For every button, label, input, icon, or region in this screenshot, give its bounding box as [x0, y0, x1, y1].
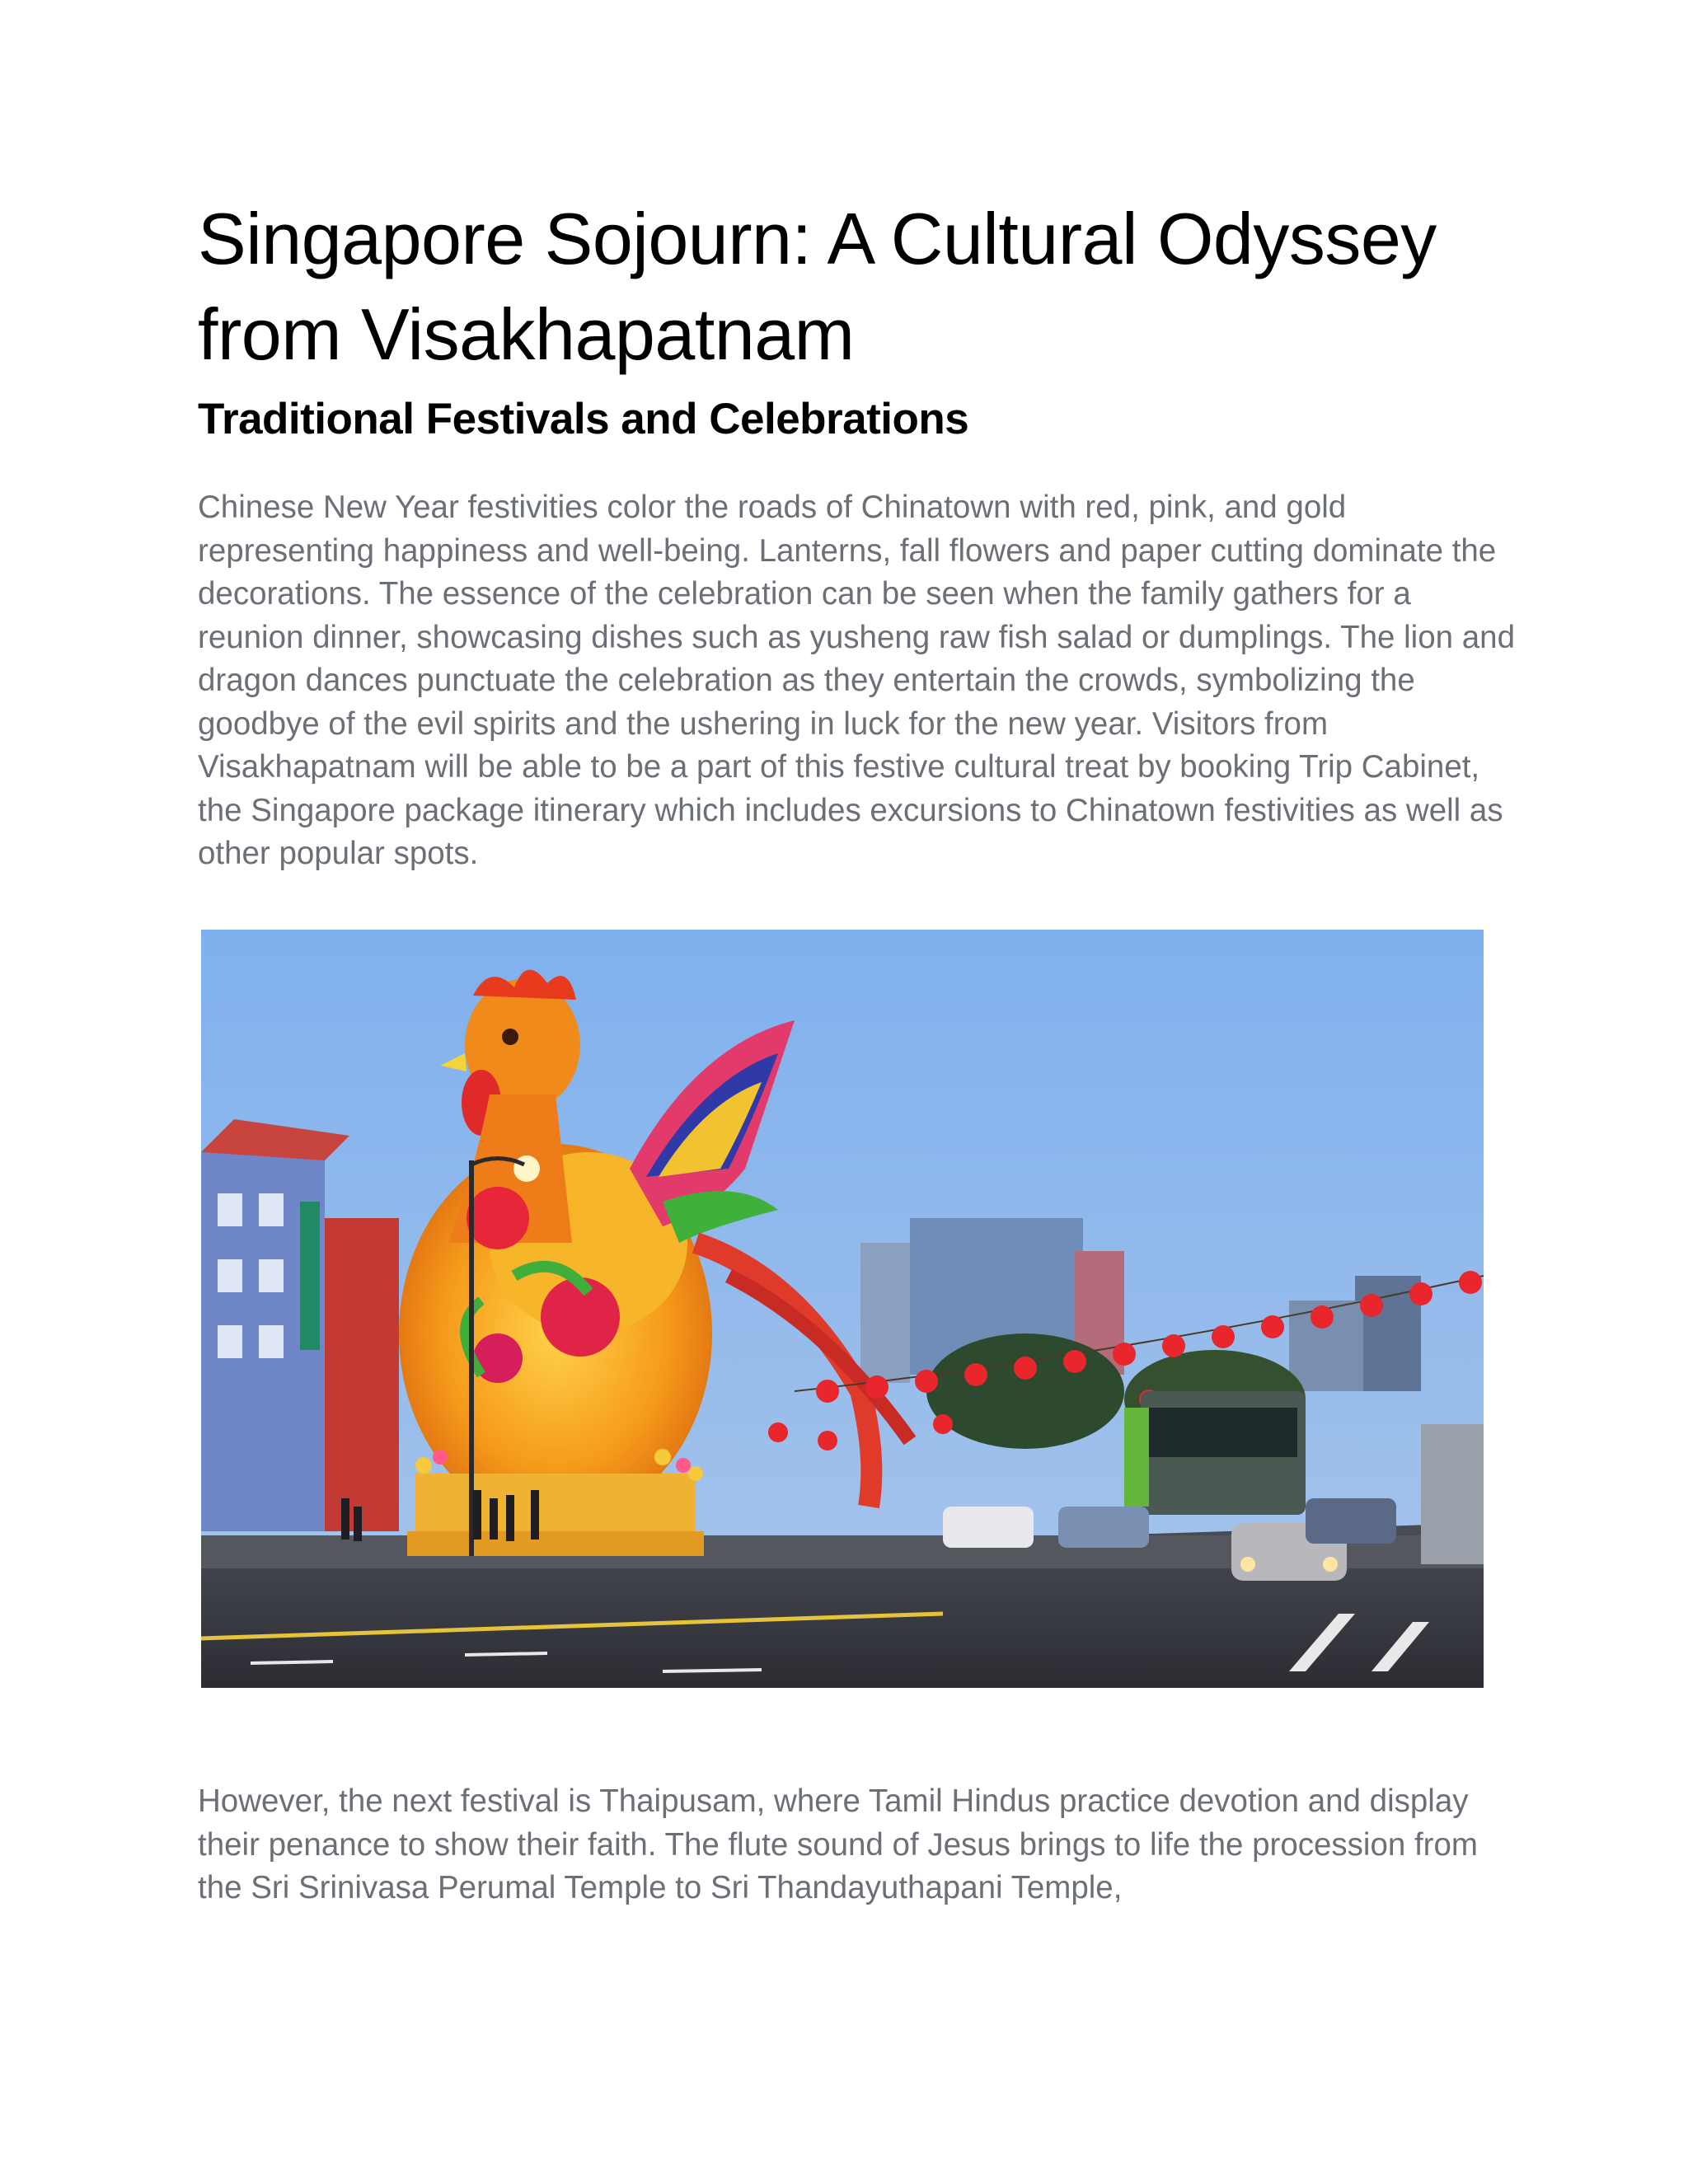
festival-photo [201, 930, 1484, 1688]
page-title: Singapore Sojourn: A Cultural Odyssey from Visakhapatnam [198, 198, 1437, 375]
festival-photo-icon [201, 930, 1484, 1688]
section-heading: Traditional Festivals and Celebrations [198, 395, 969, 443]
paragraph-thaipusam: However, the next festival is Thaipusam, where Tamil Hindus practice devotion and display their penance to show their faith. The flute sound of Jesus brings to life the procession from the Sri Srinivasa Perumal Temple to Sri Thandayuthapani Temple, [198, 1783, 1478, 1905]
paragraph-chinese-new-year: Chinese New Year festivities color the roads of Chinatown with red, pink, and gold representing happiness and well-being. Lanterns, fall flowers and paper cutting dominate the decorations. The essence of the celebration can be seen when the family gathers for a reunion dinner, showcasing dishes such as yusheng raw fish salad or dumplings. The lion and dragon dances punctuate the celebration as they entertain the crowds, symbolizing the goodbye of the evil spirits and the ushering in luck for the new year. Visitors from Visakhapatnam will be able to be a part of this festive cultural treat by booking Trip Cabinet, the Singapore package itinerary which includes excursions to Chinatown festivities as well as other popular spots. [198, 490, 1515, 871]
